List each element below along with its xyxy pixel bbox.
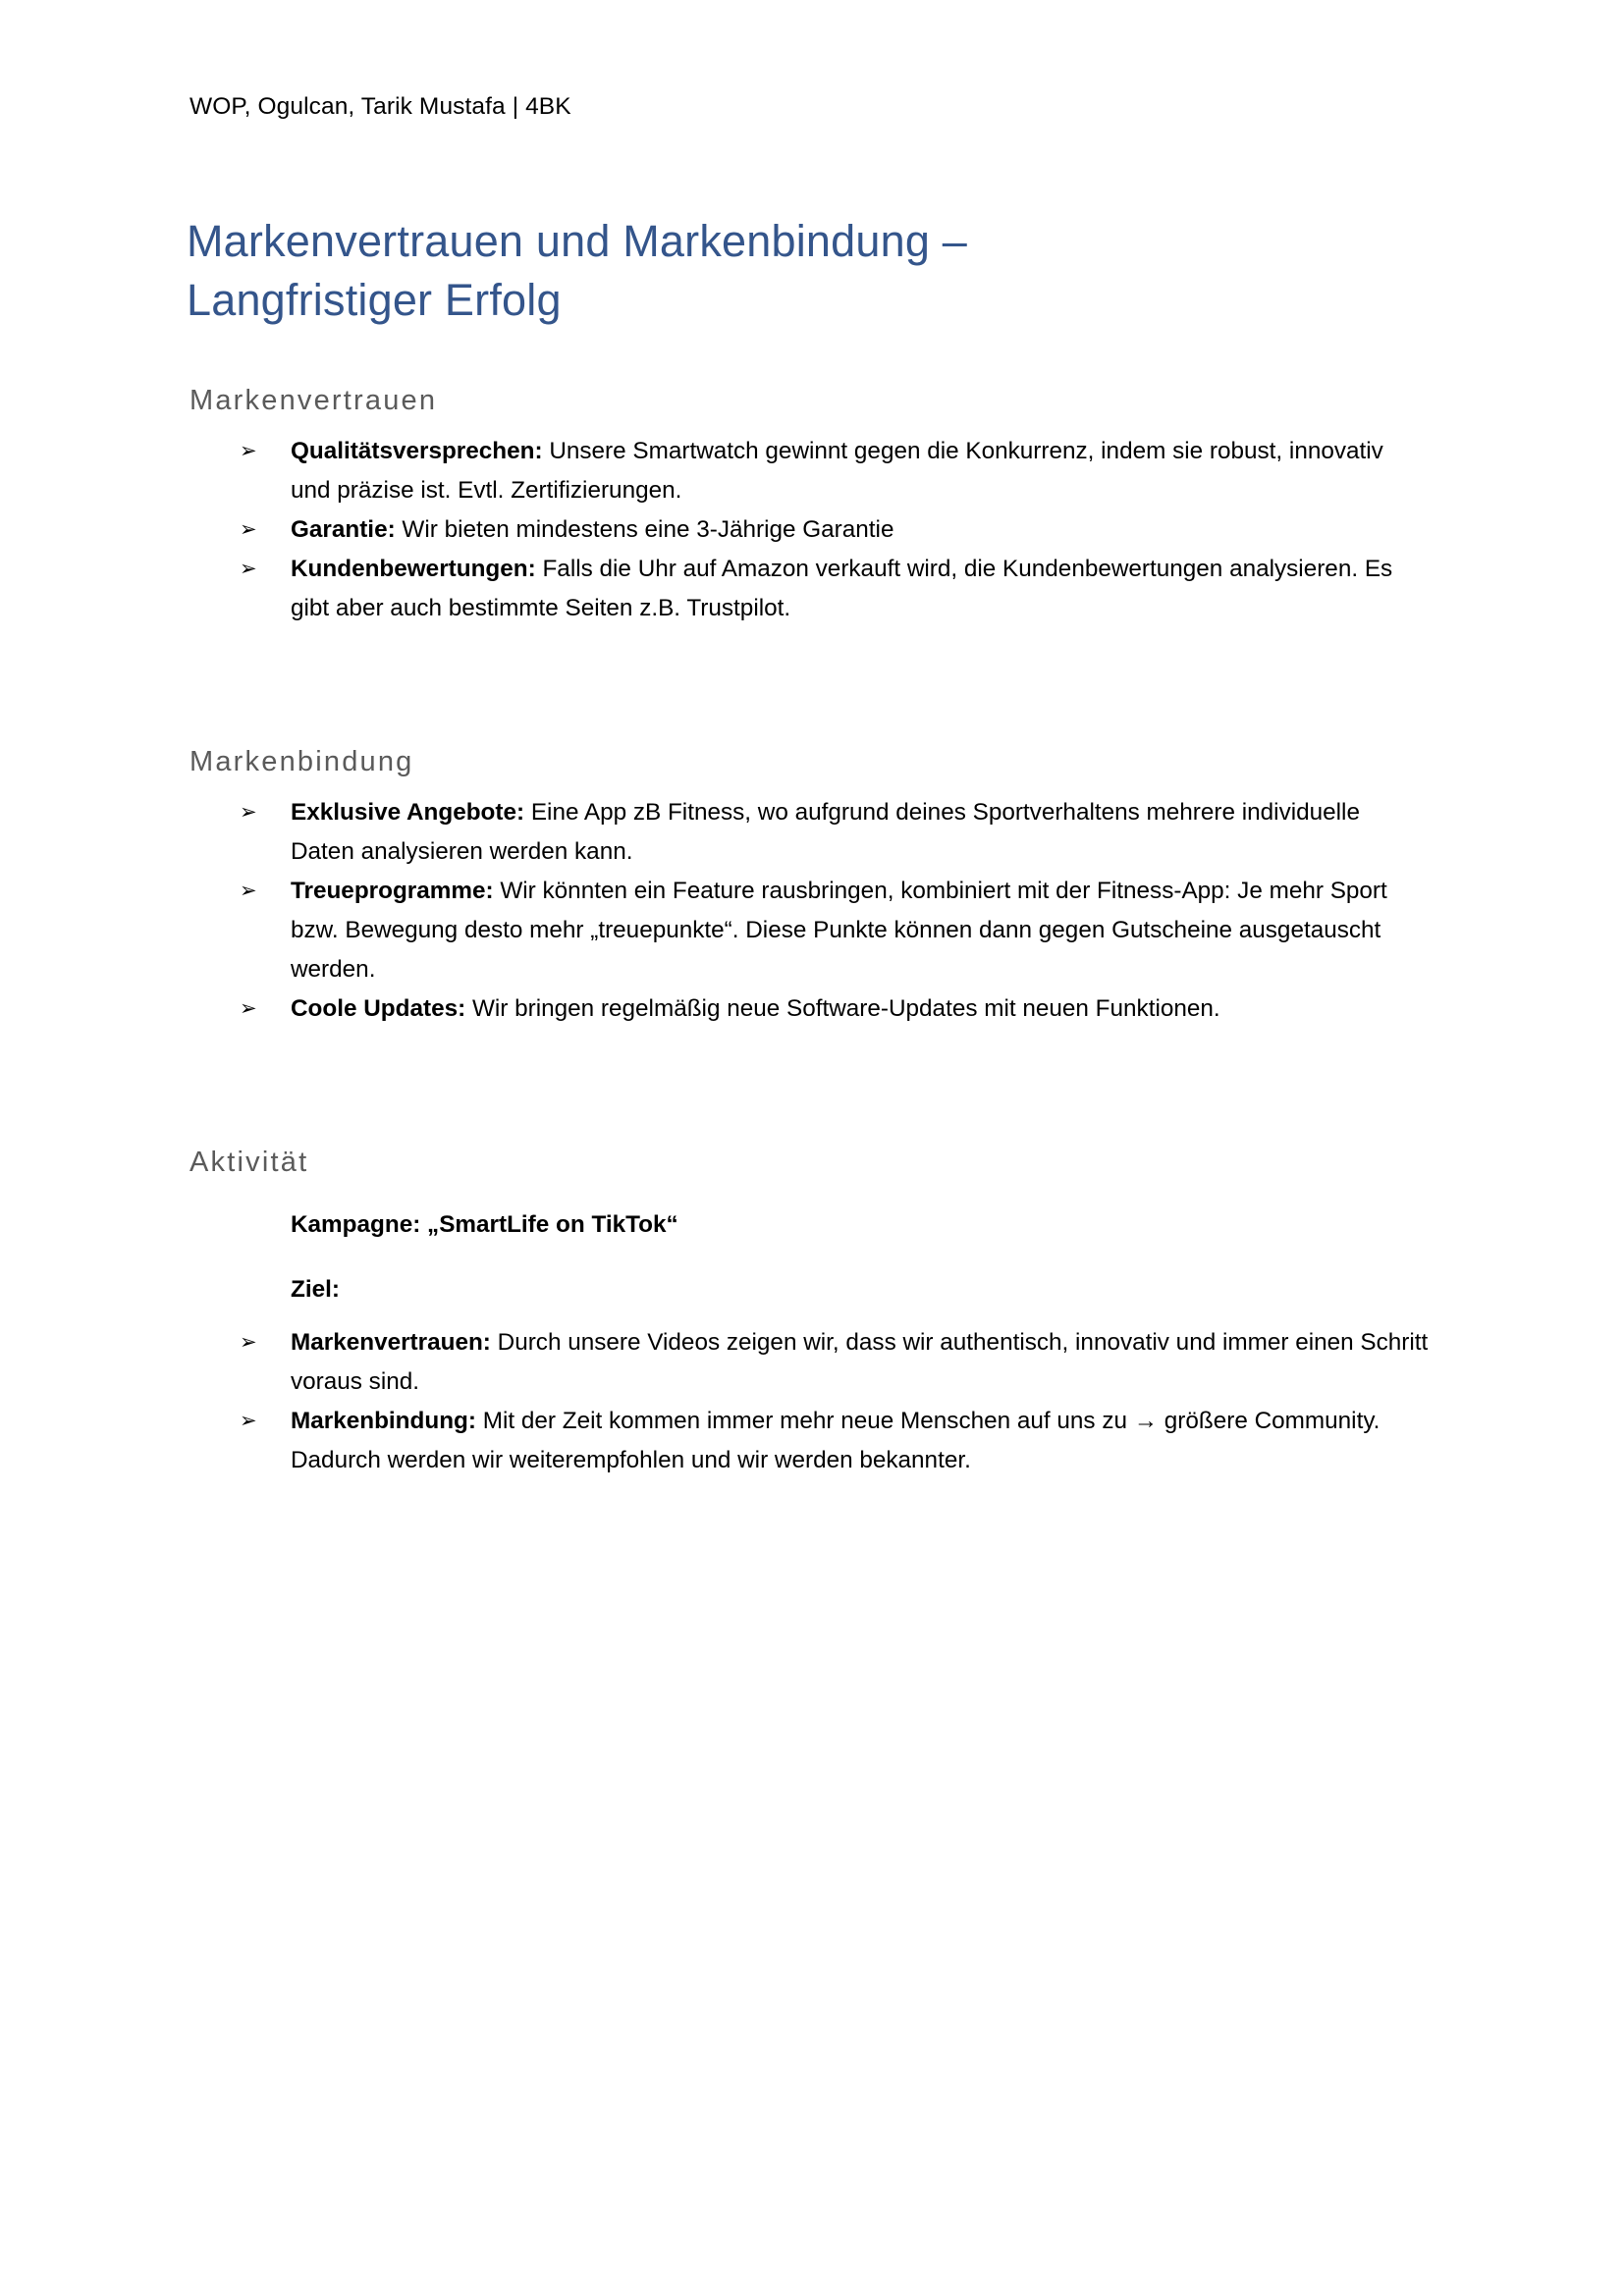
section-heading-aktivitaet: Aktivität — [189, 1146, 309, 1178]
section-heading-markenbindung: Markenbindung — [189, 746, 414, 778]
list-item-lead: Kundenbewertungen: — [291, 556, 536, 583]
list-item-lead: Markenvertrauen: — [291, 1329, 491, 1357]
list-item-lead: Coole Updates: — [291, 995, 466, 1023]
bullet-list-aktivitaet — [0, 1323, 1624, 1480]
list-item-text: Eine App zB Fitness, wo aufgrund deines Sportverhaltens mehrere individuelle Daten analysieren werden kann. — [291, 799, 1360, 866]
bullet-arrow-icon: ➢ — [240, 557, 257, 581]
bullet-list-markenbindung — [0, 793, 1624, 1029]
bullet-arrow-icon: ➢ — [240, 800, 257, 825]
bullet-list-markenvertrauen — [0, 432, 1624, 628]
list-item-lead: Treueprogramme: — [291, 878, 494, 905]
list-item-lead: Garantie: — [291, 516, 396, 544]
list-item — [0, 510, 1624, 550]
section-markenvertrauen — [0, 383, 1624, 628]
list-item — [0, 1402, 1624, 1480]
list-item — [0, 432, 1624, 510]
page-title: Markenvertrauen und Markenbindung – Langfristiger Erfolg — [187, 216, 967, 325]
bullet-arrow-icon: ➢ — [240, 439, 257, 463]
list-item-text: Wir bringen regelmäßig neue Software-Updates mit neuen Funktionen. — [465, 995, 1220, 1023]
list-item-text: Mit der Zeit kommen immer mehr neue Menschen auf uns zu → größere Community. Dadurch werden wir weiterempfohlen und wir werden bekannter. — [291, 1408, 1380, 1473]
goal-label: Ziel: — [291, 1276, 340, 1304]
list-item — [0, 1323, 1624, 1402]
list-item-text: Falls die Uhr auf Amazon verkauft wird, die Kundenbewertungen analysieren. Es gibt aber auch bestimmte Seiten z.B. Trustpilot. — [291, 556, 1393, 622]
list-item-lead: Exklusive Angebote: — [291, 799, 525, 827]
section-heading-markenvertrauen: Markenvertrauen — [189, 385, 438, 416]
document-body — [0, 383, 1624, 1480]
campaign-title: Kampagne: „SmartLife on TikTok“ — [291, 1211, 678, 1239]
bullet-arrow-icon: ➢ — [240, 879, 257, 903]
list-item-text: Unsere Smartwatch gewinnt gegen die Konkurrenz, indem sie robust, innovativ und präzise ist. Evtl. Zertifizierungen. — [291, 438, 1383, 505]
list-item-text: Wir könnten ein Feature rausbringen, kombiniert mit der Fitness-App: Je mehr Sport bzw. Bewegung desto mehr „treuepunkte“. Diese Punkte können dann gegen Gutscheine ausgetauscht werden. — [291, 878, 1387, 984]
list-item — [0, 989, 1624, 1029]
list-item-text: Wir bieten mindestens eine 3-Jährige Garantie — [395, 516, 894, 544]
document-header-line: WOP, Ogulcan, Tarik Mustafa | 4BK — [189, 93, 571, 120]
list-item-lead: Qualitätsversprechen: — [291, 438, 543, 465]
bullet-arrow-icon: ➢ — [240, 996, 257, 1021]
section-markenbindung — [0, 744, 1624, 1029]
list-item — [0, 550, 1624, 628]
bullet-arrow-icon: ➢ — [240, 1330, 257, 1355]
bullet-arrow-icon: ➢ — [240, 1409, 257, 1433]
list-item-text: Durch unsere Videos zeigen wir, dass wir authentisch, innovativ und immer einen Schritt voraus sind. — [291, 1329, 1429, 1396]
section-aktivitaet — [0, 1145, 1624, 1480]
list-item — [0, 872, 1624, 989]
list-item — [0, 793, 1624, 872]
list-item-lead: Markenbindung: — [291, 1408, 476, 1435]
bullet-arrow-icon: ➢ — [240, 517, 257, 542]
